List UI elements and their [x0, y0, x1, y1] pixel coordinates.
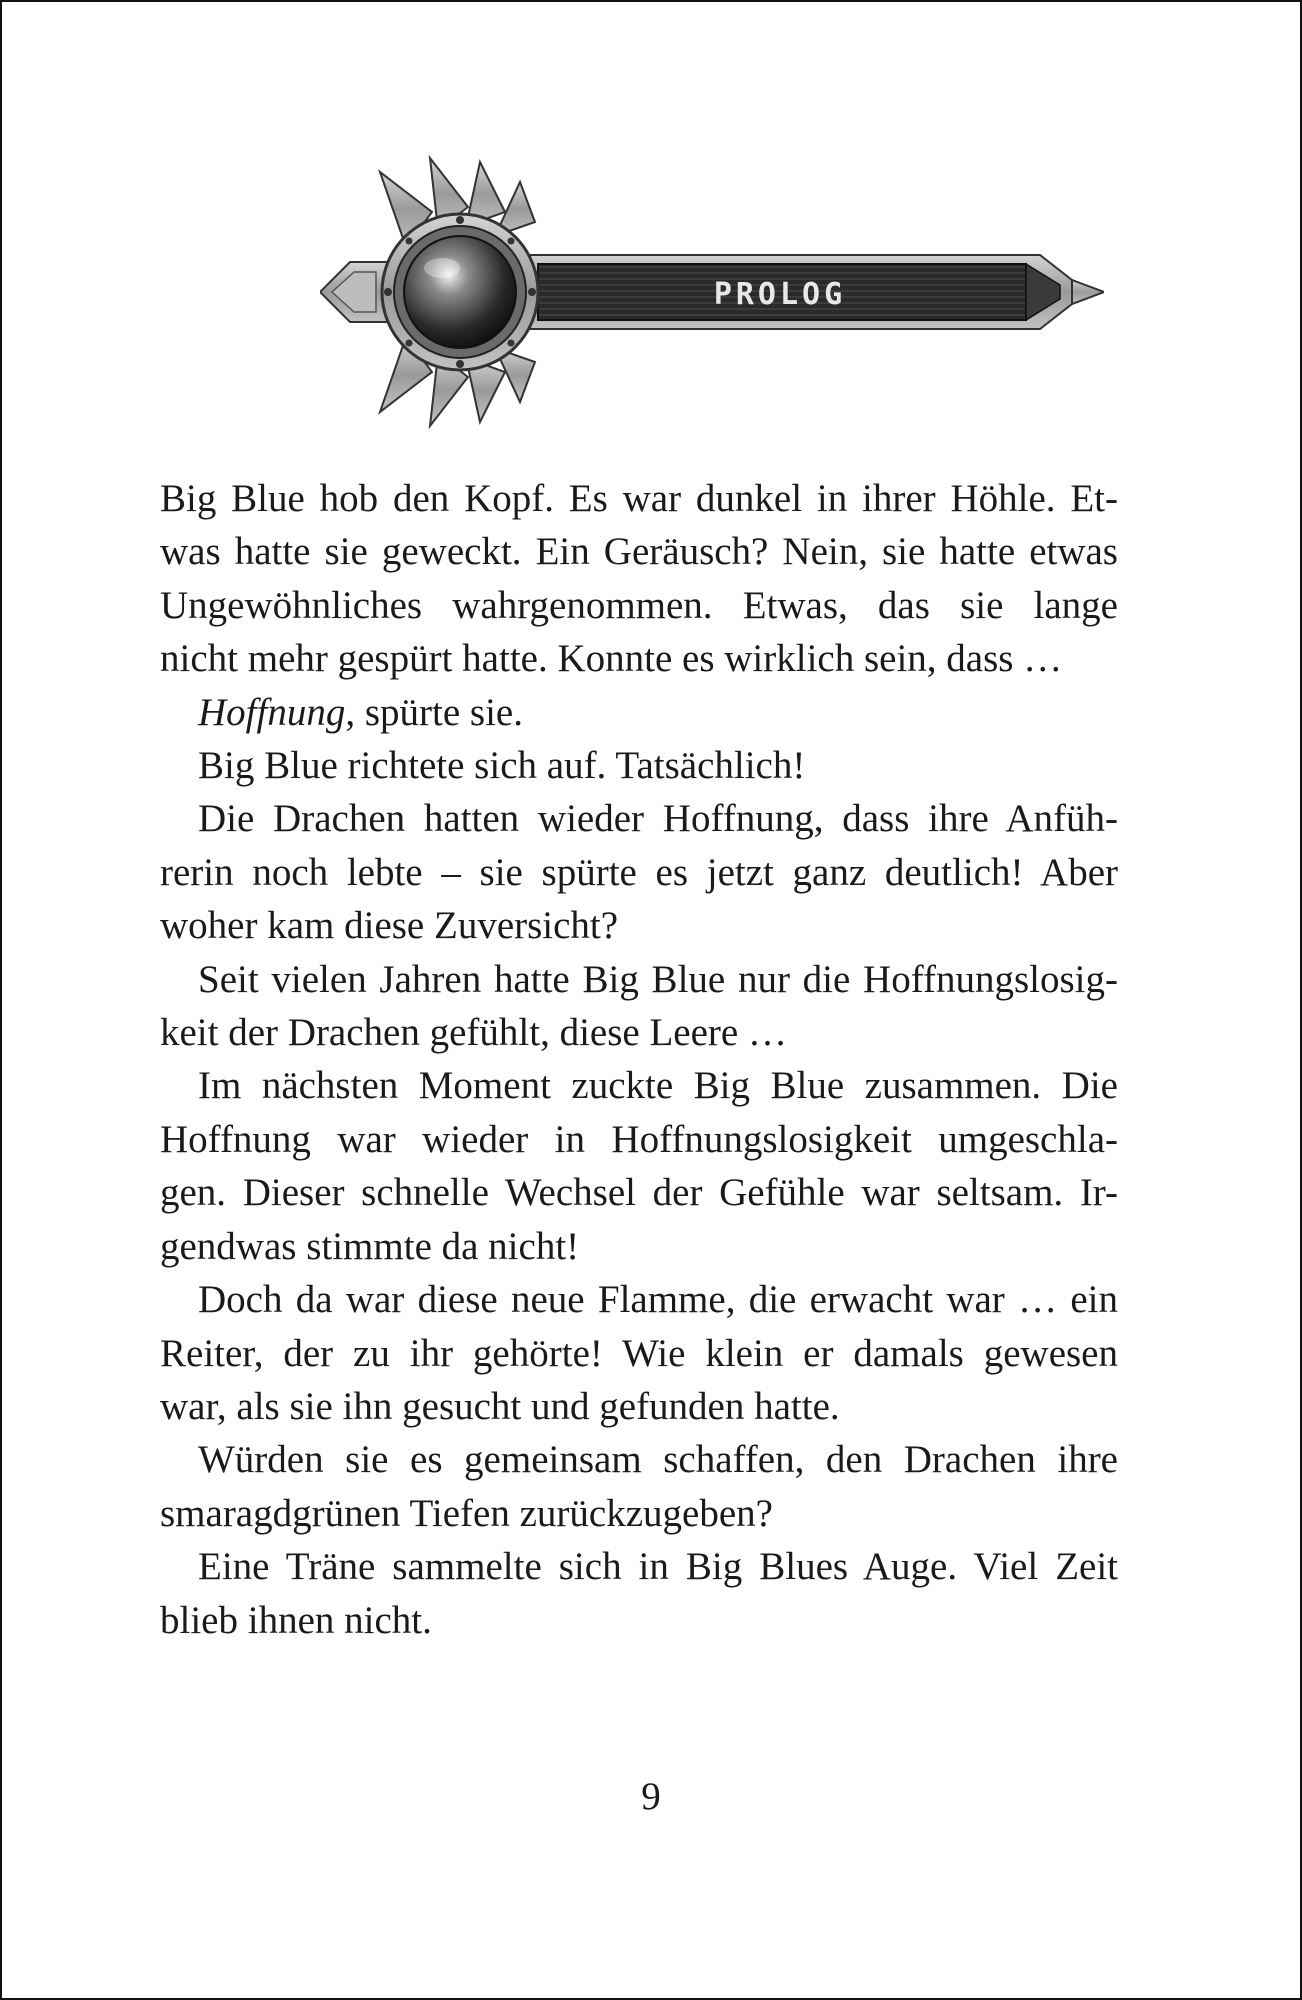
text-line: smaragdgrünen Tiefen zurückzugeben? — [160, 1491, 773, 1535]
text-line: nicht mehr gespürt hatte. Konnte es wirklich sein, dass … — [160, 637, 1063, 681]
text-line: Im nächsten Moment zuckte Big Blue zusammen. Die — [198, 1064, 1118, 1108]
text-line: woher kam diese Zuversicht? — [160, 904, 619, 948]
text-line: Hoffnung war wieder in Hoffnungslosigkeit umgeschla- — [160, 1117, 1118, 1161]
text-line: Doch da war diese neue Flamme, die erwacht war … ein — [198, 1278, 1118, 1322]
text-line: Big Blue hob den Kopf. Es war dunkel in ihrer Höhle. Et- — [160, 477, 1118, 520]
chapter-emblem — [320, 152, 1104, 432]
prologue-text — [160, 472, 1118, 1647]
text-line: was hatte sie geweckt. Ein Geräusch? Nein, sie hatte etwas — [160, 530, 1118, 574]
chapter-label: PROLOG — [713, 277, 847, 312]
text-line: rerin noch lebte – sie spürte es jetzt ganz deutlich! Aber — [160, 850, 1118, 894]
text-fragment: , spürte sie. — [345, 690, 523, 734]
text-line: Big Blue richtete sich auf. Tatsächlich! — [198, 744, 806, 788]
text-line: Reiter, der zu ihr gehörte! Wie klein er damals gewesen — [160, 1331, 1118, 1375]
text-line: gendwas stimmte da nicht! — [160, 1224, 580, 1268]
text-line: gen. Dieser schnelle Wechsel der Gefühle war seltsam. Ir- — [160, 1171, 1118, 1215]
text-line: Würden sie es gemeinsam schaffen, den Drachen ihre — [198, 1438, 1118, 1482]
text-line: Eine Träne sammelte sich in Big Blues Auge. Viel Zeit — [198, 1545, 1118, 1589]
text-line: Ungewöhnliches wahrgenommen. Etwas, das sie lange — [160, 583, 1118, 627]
text-line: war, als sie ihn gesucht und gefunden hatte. — [160, 1384, 840, 1428]
italic-word: Hoffnung — [198, 690, 346, 734]
text-line: Die Drachen hatten wieder Hoffnung, dass ihre Anfüh- — [198, 797, 1118, 841]
text-line: blieb ihnen nicht. — [160, 1598, 432, 1642]
page-number: 9 — [641, 1775, 661, 1818]
text-line: keit der Drachen gefühlt, diese Leere … — [160, 1011, 787, 1055]
text-line — [160, 686, 1118, 739]
text-line: Seit vielen Jahren hatte Big Blue nur die Hoffnungslosig- — [198, 957, 1118, 1001]
